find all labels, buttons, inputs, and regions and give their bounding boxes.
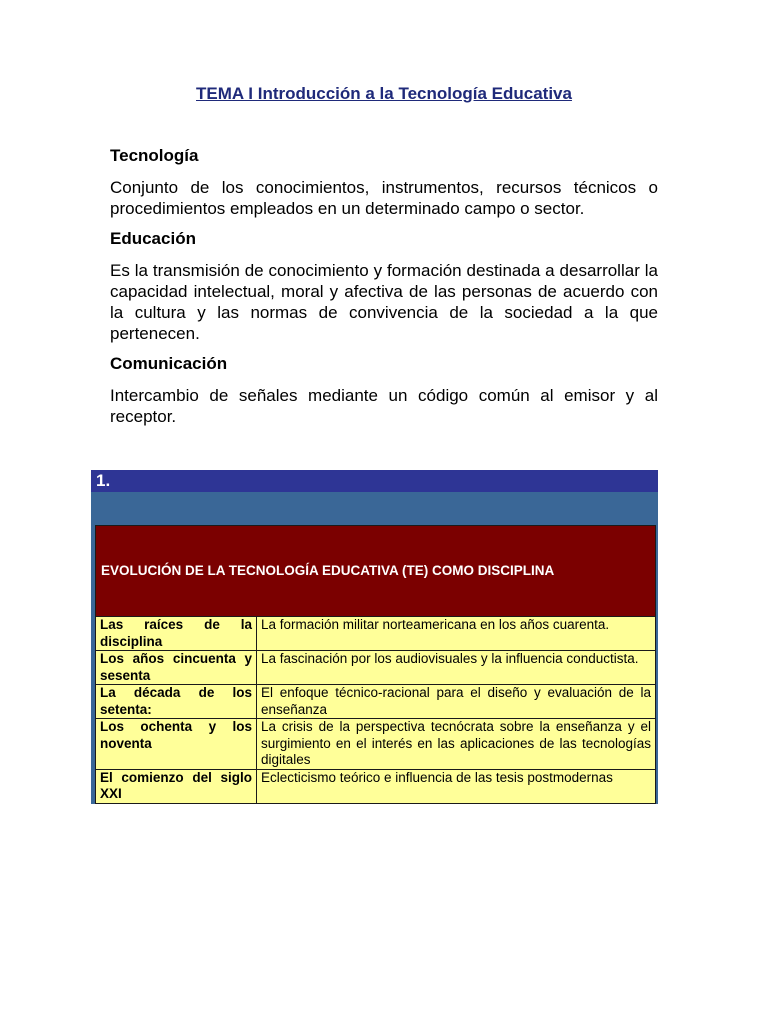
description-cell: Eclecticismo teórico e influencia de las tesis postmodernas — [257, 769, 656, 803]
table-title: EVOLUCIÓN DE LA TECNOLOGÍA EDUCATIVA (TE) COMO DISCIPLINA — [96, 526, 655, 617]
period-cell: La década de los setenta: — [96, 685, 257, 719]
description-cell: La fascinación por los audiovisuales y la influencia conductista. — [257, 651, 656, 685]
period-cell: Las raíces de la disciplina — [96, 617, 257, 651]
term-comunicacion: Comunicación — [110, 354, 228, 373]
table-row — [96, 769, 655, 803]
term-tecnologia: Tecnología — [110, 146, 199, 165]
description-cell: El enfoque técnico-racional para el diseño y evaluación de la enseñanza — [257, 685, 656, 719]
period-cell: El comienzo del siglo XXI — [96, 769, 257, 803]
section-number: 1. — [91, 470, 658, 492]
evolution-table-body — [96, 617, 655, 803]
description-cell: La formación militar norteamericana en los años cuarenta. — [257, 617, 656, 651]
table-row — [96, 617, 655, 651]
definition-comunicacion: Intercambio de señales mediante un código común al emisor y al receptor. — [110, 386, 658, 426]
period-cell: Los ochenta y los noventa — [96, 719, 257, 770]
definition-tecnologia: Conjunto de los conocimientos, instrumentos, recursos técnicos o procedimientos empleados en un determinado campo o sector. — [110, 178, 658, 218]
table-row — [96, 651, 655, 685]
table-row — [96, 685, 655, 719]
description-cell: La crisis de la perspectiva tecnócrata sobre la enseñanza y el surgimiento en el interés en las aplicaciones de las tecnologías digitales — [257, 719, 656, 770]
definitions — [110, 145, 658, 436]
table-row — [96, 719, 655, 770]
page-title: TEMA I Introducción a la Tecnología Educativa — [196, 84, 572, 103]
period-cell: Los años cincuenta y sesenta — [96, 651, 257, 685]
definition-educacion: Es la transmisión de conocimiento y formación destinada a desarrollar la capacidad intelectual, moral y afectiva de las personas de acuerdo con la cultura y las normas de convivencia de la sociedad a la que pertenecen. — [110, 261, 658, 343]
section-box — [91, 470, 658, 804]
term-educacion: Educación — [110, 229, 196, 248]
evolution-table — [95, 525, 656, 804]
